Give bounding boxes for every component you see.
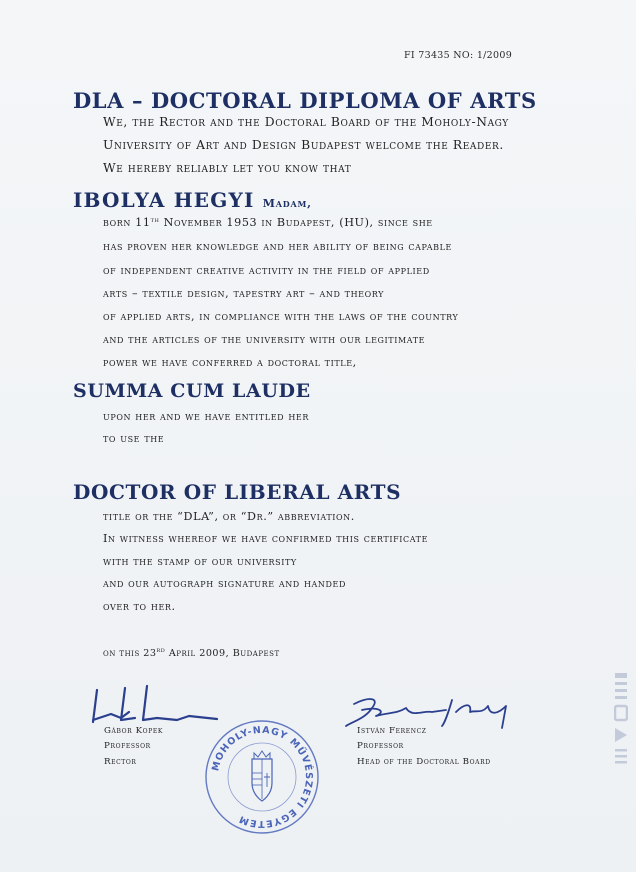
board-head-role: Professor bbox=[357, 741, 404, 751]
body-line-3: arts – textile design, tapestry art – and theory bbox=[103, 287, 385, 300]
closing-line-1: title or the “DLA”, or “Dr.” abbreviation. bbox=[103, 510, 355, 523]
rector-role: Professor bbox=[104, 741, 151, 751]
side-emblem bbox=[614, 673, 628, 768]
rector-name: Gábor Kopek bbox=[104, 726, 163, 736]
honor-title: SUMMA CUM LAUDE bbox=[73, 380, 311, 402]
board-head-name: István Ferencz bbox=[357, 726, 427, 736]
body-line-1: has proven her knowledge and her ability of being capable bbox=[103, 240, 452, 253]
closing-line-2: In witness whereof we have confirmed this certificate bbox=[103, 532, 429, 545]
closing-line-5: over to her. bbox=[103, 600, 176, 613]
closing-line-4: and our autograph signature and handed bbox=[103, 577, 346, 590]
intro-line-3: We hereby reliably let you know that bbox=[103, 161, 352, 175]
reference-number: FI 73435 NO: 1/2009 bbox=[404, 50, 513, 61]
degree-title: DOCTOR OF LIBERAL ARTS bbox=[73, 480, 402, 504]
body-line-5: and the articles of the university with our legitimate bbox=[103, 333, 426, 346]
body-line-2: of independent creative activity in the field of applied bbox=[103, 264, 430, 277]
closing-line-3: with the stamp of our university bbox=[103, 555, 297, 568]
board-head-position: Head of the Doctoral Board bbox=[357, 757, 491, 767]
recipient-line bbox=[73, 188, 312, 212]
recipient-title: Madam, bbox=[262, 197, 312, 210]
diploma-title: DLA – DOCTORAL DIPLOMA OF ARTS bbox=[73, 88, 537, 113]
born-line: born 11th November 1953 in Budapest, (HU), since she bbox=[103, 216, 433, 229]
intro-line-2: University of Art and Design Budapest welcome the Reader. bbox=[103, 138, 504, 152]
body-line-6: power we have conferred a doctoral title, bbox=[103, 356, 357, 369]
issue-date: on this 23rd April 2009, Budapest bbox=[103, 646, 280, 659]
entitle-line-2: to use the bbox=[103, 432, 165, 445]
recipient-name: IBOLYA HEGYI bbox=[73, 188, 255, 212]
svg-text:MOHOLY-NAGY MŰVÉSZETI EGYETEM bbox=[210, 725, 314, 829]
intro-line-1: We, the Rector and the Doctoral Board of the Moholy-Nagy bbox=[103, 115, 509, 129]
seal-text: MOHOLY-NAGY MŰVÉSZETI EGYETEM bbox=[210, 724, 315, 830]
university-seal bbox=[202, 717, 322, 837]
rector-position: Rector bbox=[104, 757, 137, 767]
entitle-line-1: upon her and we have entitled her bbox=[103, 410, 309, 423]
body-line-4: of applied arts, in compliance with the laws of the country bbox=[103, 310, 459, 323]
